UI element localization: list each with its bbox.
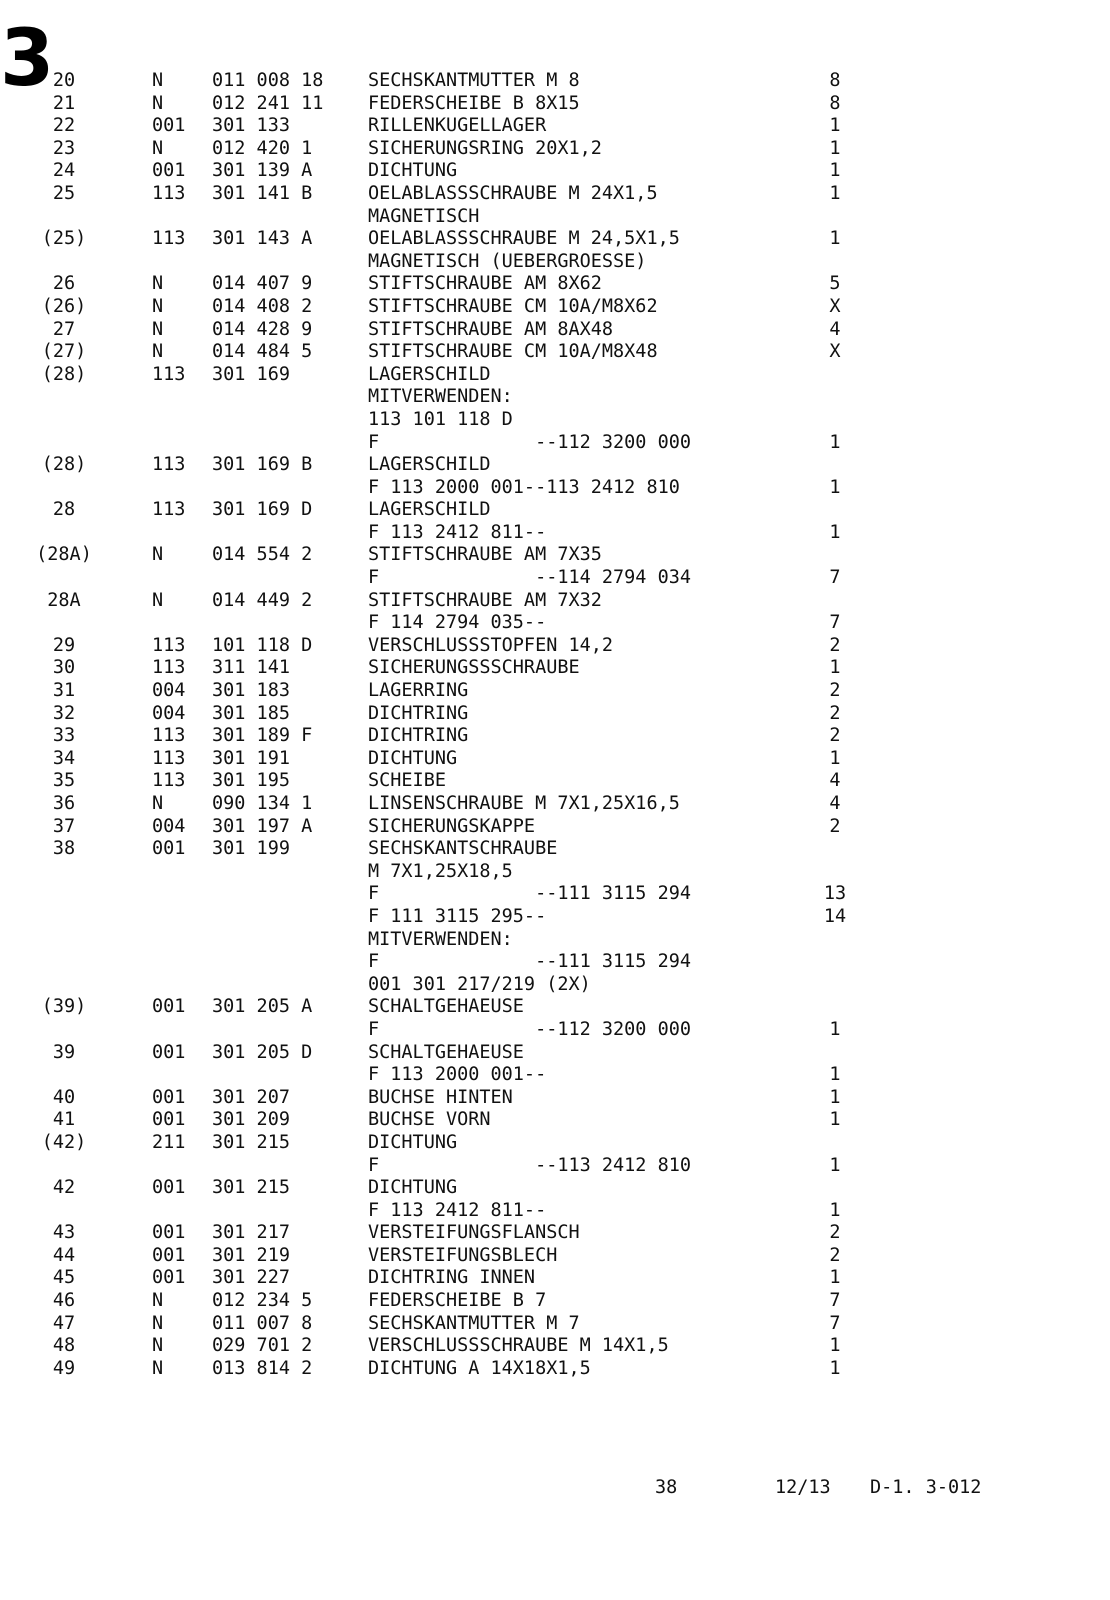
part-description: OELABLASSSCHRAUBE M 24X1,5 [368,182,658,204]
part-description: 001 301 217/219 (2X) [368,973,591,995]
part-prefix: 113 [152,657,186,679]
part-prefix: 001 [152,1222,186,1244]
position-number: 25 [52,182,76,204]
part-description: SICHERUNGSKAPPE [368,815,536,837]
footer-version: 12/13 [775,1477,831,1498]
position-number: (39) [41,996,87,1018]
parts-row [0,657,1110,680]
part-prefix: 001 [152,996,186,1018]
part-description: DICHTUNG [368,1131,458,1153]
part-description: RILLENKUGELLAGER [368,115,547,137]
parts-row [0,228,1110,251]
position-number: 47 [52,1312,76,1334]
part-description: STIFTSCHRAUBE CM 10A/M8X62 [368,295,658,317]
part-number: 014 408 2 [212,295,313,317]
position-number: 44 [52,1244,76,1266]
parts-row [0,1132,1110,1155]
part-number: 301 133 [212,115,290,137]
part-description: MITVERWENDEN: [368,928,513,950]
part-description: SCHALTGEHAEUSE [368,996,524,1018]
part-prefix: N [152,793,164,814]
part-description: LAGERSCHILD [368,454,491,476]
part-prefix: 004 [152,680,186,702]
part-description: F --111 3115 294 [368,883,692,905]
parts-row [0,251,1110,274]
position-number: 23 [52,137,76,159]
parts-row [0,454,1110,477]
part-description: F 113 2000 001--113 2412 810 [368,476,680,498]
part-number: 301 191 [212,747,290,769]
position-number: 30 [52,657,76,679]
quantity: 1 [829,1199,841,1221]
parts-row [0,93,1110,116]
part-number: 014 554 2 [212,544,313,566]
position-number: (25) [41,228,87,250]
quantity: 1 [829,521,841,543]
part-prefix: N [152,544,164,566]
part-description: FEDERSCHEIBE B 7 [368,1290,547,1312]
parts-row [0,703,1110,726]
parts-row [0,115,1110,138]
part-description: BUCHSE HINTEN [368,1086,513,1108]
part-prefix: 113 [152,363,186,385]
part-number: 301 205 A [212,996,313,1018]
part-description: F 113 2412 811-- [368,1199,547,1221]
parts-row [0,409,1110,432]
part-description: LAGERSCHILD [368,363,491,385]
parts-row [0,1042,1110,1065]
parts-row [0,929,1110,952]
part-number: 301 195 [212,770,290,792]
position-number: 28A [47,589,81,611]
quantity: 2 [829,1244,841,1266]
part-number: 014 428 9 [212,318,313,340]
parts-row [0,680,1110,703]
quantity: 13 [823,883,847,905]
part-number: 301 139 A [212,160,313,182]
part-description: STIFTSCHRAUBE AM 8AX48 [368,318,614,340]
part-number: 301 185 [212,702,290,724]
quantity: 1 [829,657,841,679]
quantity: 1 [829,747,841,769]
parts-row [0,612,1110,635]
parts-row [0,477,1110,500]
part-prefix: 001 [152,1041,186,1063]
quantity: 14 [823,905,847,927]
position-number: 28 [52,499,76,521]
part-description: FEDERSCHEIBE B 8X15 [368,92,580,114]
page-section-mark: 3 [0,14,55,104]
position-number: (26) [41,295,87,317]
position-number: 48 [52,1335,76,1357]
part-prefix: N [152,273,164,295]
quantity: 7 [829,612,841,634]
part-description: 113 101 118 D [368,408,513,430]
position-number: 36 [52,793,76,814]
part-number: 012 234 5 [212,1290,313,1312]
part-description: SICHERUNGSSSCHRAUBE [368,657,580,679]
parts-row [0,996,1110,1019]
part-description: STIFTSCHRAUBE CM 10A/M8X48 [368,341,658,363]
part-prefix: N [152,589,164,611]
parts-row [0,635,1110,658]
quantity: 1 [829,1018,841,1040]
position-number: 26 [52,273,76,295]
quantity: 4 [829,318,841,340]
position-number: 31 [52,680,76,702]
part-description: DICHTUNG A 14X18X1,5 [368,1357,591,1379]
part-number: 301 169 D [212,499,313,521]
part-number: 301 141 B [212,182,313,204]
parts-row [0,793,1110,816]
part-prefix: 001 [152,1109,186,1131]
part-description: MITVERWENDEN: [368,386,513,408]
parts-row [0,974,1110,997]
position-number: 42 [52,1177,76,1199]
part-prefix: 004 [152,815,186,837]
parts-row [0,951,1110,974]
quantity: 2 [829,815,841,837]
quantity: 1 [829,1335,841,1357]
position-number: (28A) [36,544,92,566]
position-number: 35 [52,770,76,792]
part-description: LAGERRING [368,680,469,702]
part-description: F --112 3200 000 [368,431,692,453]
part-description: F --111 3115 294 [368,951,692,973]
position-number: 27 [52,318,76,340]
part-description: SECHSKANTMUTTER M 8 [368,70,580,91]
quantity: 2 [829,702,841,724]
part-description: F 111 3115 295-- [368,905,547,927]
part-description: F --114 2794 034 [368,567,692,589]
parts-row [0,341,1110,364]
parts-row [0,544,1110,567]
part-description: DICHTRING [368,725,469,747]
part-description: LINSENSCHRAUBE M 7X1,25X16,5 [368,793,680,814]
quantity: 1 [829,476,841,498]
part-description: MAGNETISCH (UEBERGROESSE) [368,250,647,272]
part-number: 012 241 11 [212,92,324,114]
quantity: 8 [829,92,841,114]
part-description: LAGERSCHILD [368,499,491,521]
part-number: 301 219 [212,1244,290,1266]
footer-page-number: 38 [655,1477,678,1498]
part-number: 311 141 [212,657,290,679]
quantity: 2 [829,1222,841,1244]
parts-row [0,1200,1110,1223]
part-prefix: N [152,318,164,340]
parts-row [0,590,1110,613]
parts-row [0,1177,1110,1200]
part-prefix: 001 [152,115,186,137]
part-prefix: 113 [152,228,186,250]
quantity: 1 [829,182,841,204]
parts-row [0,522,1110,545]
part-prefix: N [152,70,164,91]
quantity: 8 [829,70,841,91]
parts-row [0,770,1110,793]
parts-row [0,1064,1110,1087]
parts-row [0,296,1110,319]
position-number: 46 [52,1290,76,1312]
quantity: 7 [829,1312,841,1334]
parts-row [0,273,1110,296]
position-number: 49 [52,1357,76,1379]
quantity: 2 [829,725,841,747]
part-prefix: 113 [152,499,186,521]
part-description: SICHERUNGSRING 20X1,2 [368,137,602,159]
part-prefix: N [152,1312,164,1334]
position-number: 22 [52,115,76,137]
quantity: 2 [829,680,841,702]
parts-row [0,1290,1110,1313]
parts-row [0,70,1110,93]
parts-row [0,567,1110,590]
quantity: 1 [829,1154,841,1176]
part-number: 011 008 18 [212,70,324,91]
parts-row [0,1245,1110,1268]
part-prefix: 113 [152,182,186,204]
part-number: 301 215 [212,1177,290,1199]
part-description: STIFTSCHRAUBE AM 8X62 [368,273,602,295]
position-number: (42) [41,1131,87,1153]
parts-row [0,1087,1110,1110]
parts-row [0,1313,1110,1336]
position-number: 21 [52,92,76,114]
parts-row [0,364,1110,387]
quantity: X [829,295,841,317]
part-number: 014 407 9 [212,273,313,295]
part-prefix: 113 [152,634,186,656]
position-number: 41 [52,1109,76,1131]
quantity: 4 [829,770,841,792]
position-number: 20 [52,70,76,91]
part-description: SCHALTGEHAEUSE [368,1041,524,1063]
part-number: 301 205 D [212,1041,313,1063]
quantity: 2 [829,634,841,656]
parts-row [0,861,1110,884]
part-prefix: N [152,295,164,317]
quantity: 1 [829,228,841,250]
part-description: F 113 2000 001-- [368,1064,547,1086]
parts-row [0,1155,1110,1178]
part-description: VERSTEIFUNGSBLECH [368,1244,558,1266]
part-prefix: 211 [152,1131,186,1153]
position-number: 24 [52,160,76,182]
part-description: VERSCHLUSSSTOPFEN 14,2 [368,634,614,656]
part-description: MAGNETISCH [368,205,480,227]
part-prefix: 113 [152,725,186,747]
position-number: 29 [52,634,76,656]
quantity: 1 [829,1086,841,1108]
part-description: VERSTEIFUNGSFLANSCH [368,1222,580,1244]
part-description: F 114 2794 035-- [368,612,547,634]
part-description: SECHSKANTMUTTER M 7 [368,1312,580,1334]
parts-row [0,816,1110,839]
part-prefix: N [152,92,164,114]
part-number: 101 118 D [212,634,313,656]
quantity: 1 [829,431,841,453]
quantity: 1 [829,1357,841,1379]
part-description: F 113 2412 811-- [368,521,547,543]
position-number: 45 [52,1267,76,1289]
part-description: OELABLASSSCHRAUBE M 24,5X1,5 [368,228,680,250]
part-description: DICHTUNG [368,747,458,769]
position-number: 33 [52,725,76,747]
part-prefix: N [152,1335,164,1357]
part-description: DICHTUNG [368,160,458,182]
part-prefix: 001 [152,1177,186,1199]
position-number: (28) [41,454,87,476]
parts-row [0,1109,1110,1132]
part-description: STIFTSCHRAUBE AM 7X32 [368,589,602,611]
parts-list [0,70,1110,1380]
part-number: 090 134 1 [212,793,313,814]
part-description: DICHTRING INNEN [368,1267,536,1289]
parts-row [0,1019,1110,1042]
part-number: 301 207 [212,1086,290,1108]
parts-row [0,906,1110,929]
part-prefix: N [152,1357,164,1379]
part-prefix: 001 [152,1267,186,1289]
part-prefix: N [152,137,164,159]
parts-row [0,1335,1110,1358]
parts-row [0,725,1110,748]
part-prefix: 113 [152,747,186,769]
part-prefix: 004 [152,702,186,724]
position-number: (27) [41,341,87,363]
quantity: 1 [829,137,841,159]
position-number: 39 [52,1041,76,1063]
part-description: DICHTUNG [368,1177,458,1199]
parts-row [0,386,1110,409]
position-number: 34 [52,747,76,769]
parts-row [0,499,1110,522]
part-description: DICHTRING [368,702,469,724]
part-description: M 7X1,25X18,5 [368,860,513,882]
part-number: 301 169 B [212,454,313,476]
position-number: 37 [52,815,76,837]
position-number: (28) [41,363,87,385]
parts-row [0,319,1110,342]
part-number: 301 169 [212,363,290,385]
quantity: 5 [829,273,841,295]
part-number: 012 420 1 [212,137,313,159]
parts-row [0,1222,1110,1245]
parts-row [0,183,1110,206]
part-prefix: 113 [152,454,186,476]
part-number: 014 449 2 [212,589,313,611]
part-number: 301 197 A [212,815,313,837]
part-description: F --113 2412 810 [368,1154,692,1176]
part-description: STIFTSCHRAUBE AM 7X35 [368,544,602,566]
parts-row [0,1358,1110,1381]
parts-row [0,138,1110,161]
quantity: 7 [829,1290,841,1312]
part-prefix: 001 [152,160,186,182]
part-number: 301 227 [212,1267,290,1289]
part-prefix: N [152,1290,164,1312]
part-number: 301 199 [212,838,290,860]
part-prefix: 001 [152,1086,186,1108]
parts-row [0,432,1110,455]
footer-document-code: D-1. 3-012 [870,1477,982,1498]
part-number: 301 215 [212,1131,290,1153]
quantity: 1 [829,160,841,182]
part-number: 013 814 2 [212,1357,313,1379]
part-description: BUCHSE VORN [368,1109,491,1131]
position-number: 43 [52,1222,76,1244]
quantity: 7 [829,567,841,589]
quantity: X [829,341,841,363]
parts-row [0,160,1110,183]
part-description: SECHSKANTSCHRAUBE [368,838,558,860]
parts-row [0,1267,1110,1290]
part-description: VERSCHLUSSSCHRAUBE M 14X1,5 [368,1335,669,1357]
position-number: 32 [52,702,76,724]
part-number: 301 143 A [212,228,313,250]
part-prefix: 113 [152,770,186,792]
parts-row [0,206,1110,229]
parts-row [0,883,1110,906]
part-prefix: N [152,341,164,363]
quantity: 1 [829,1109,841,1131]
parts-row [0,838,1110,861]
part-number: 011 007 8 [212,1312,313,1334]
quantity: 1 [829,1267,841,1289]
part-number: 301 189 F [212,725,313,747]
part-description: F --112 3200 000 [368,1018,692,1040]
part-number: 301 209 [212,1109,290,1131]
position-number: 40 [52,1086,76,1108]
part-number: 301 183 [212,680,290,702]
quantity: 1 [829,1064,841,1086]
part-prefix: 001 [152,1244,186,1266]
quantity: 4 [829,793,841,814]
part-number: 301 217 [212,1222,290,1244]
part-number: 029 701 2 [212,1335,313,1357]
parts-row [0,748,1110,771]
position-number: 38 [52,838,76,860]
part-description: SCHEIBE [368,770,446,792]
part-prefix: 001 [152,838,186,860]
part-number: 014 484 5 [212,341,313,363]
quantity: 1 [829,115,841,137]
